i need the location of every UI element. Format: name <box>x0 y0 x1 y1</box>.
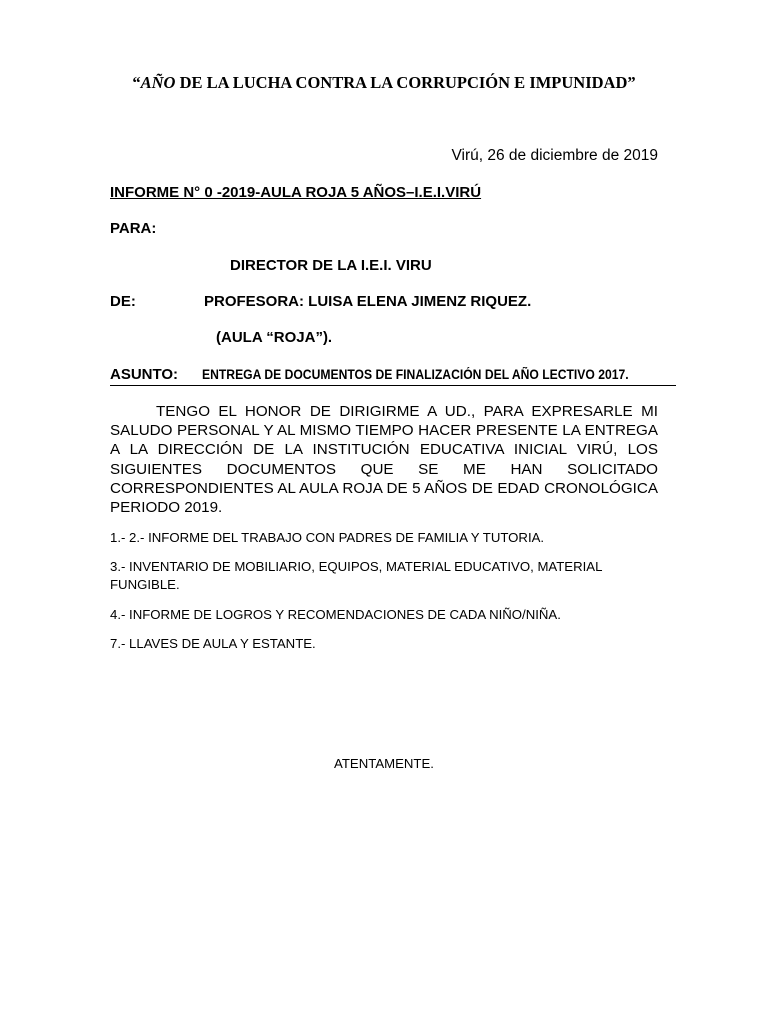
list-item: 1.- 2.- INFORME DEL TRABAJO CON PADRES DE FAMILIA Y TUTORIA. <box>110 530 545 545</box>
list-item: 3.- INVENTARIO DE MOBILIARIO, EQUIPOS, MATERIAL EDUCATIVO, MATERIAL FUNGIBLE. <box>110 559 602 592</box>
director-recipient: DIRECTOR DE LA I.E.I. VIRU <box>230 257 432 274</box>
list-item: 7.- LLAVES DE AULA Y ESTANTE. <box>110 636 316 651</box>
asunto-label: ASUNTO: <box>110 366 179 383</box>
de-sender: PROFESORA: LUISA ELENA JIMENZ RIQUEZ. <box>204 293 532 310</box>
informe-number: INFORME N° 0 -2019-AULA ROJA 5 AÑOS–I.E.I.VIRÚ <box>110 184 482 201</box>
list-item: 4.- INFORME DE LOGROS Y RECOMENDACIONES DE CADA NIÑO/NIÑA. <box>110 607 561 622</box>
date-line: Virú, 26 de diciembre de 2019 <box>451 147 658 164</box>
asunto-row <box>110 366 676 386</box>
asunto-value: ENTREGA DE DOCUMENTOS DE FINALIZACIÓN DEL AÑO LECTIVO 2017. <box>202 367 629 382</box>
slogan-open-quote: “ <box>132 73 141 92</box>
slogan-rest: DE LA LUCHA CONTRA LA CORRUPCIÓN E IMPUNIDAD” <box>175 73 636 92</box>
slogan-italic-word: AÑO <box>140 73 176 92</box>
slogan-heading <box>0 73 768 93</box>
aula-line: (AULA “ROJA”). <box>216 329 333 346</box>
body-paragraph: TENGO EL HONOR DE DIRIGIRME A UD., PARA EXPRESARLE MI SALUDO PERSONAL Y AL MISMO TIEMPO HACER PRESENTE LA ENTREGA A LA DIRECCIÓN DE LA INSTITUCIÓN EDUCATIVA INICIAL VIRÚ, LOS SIGUIENTES DOCUMENTOS QUE SE ME HAN SOLICITADO CORRESPONDIENTES AL AULA ROJA DE 5 AÑOS DE EDAD CRONOLÓGICA PERIODO 2019. <box>110 403 658 517</box>
para-label: PARA: <box>110 220 157 237</box>
de-label: DE: <box>110 293 136 310</box>
closing-text: ATENTAMENTE. <box>334 756 434 771</box>
